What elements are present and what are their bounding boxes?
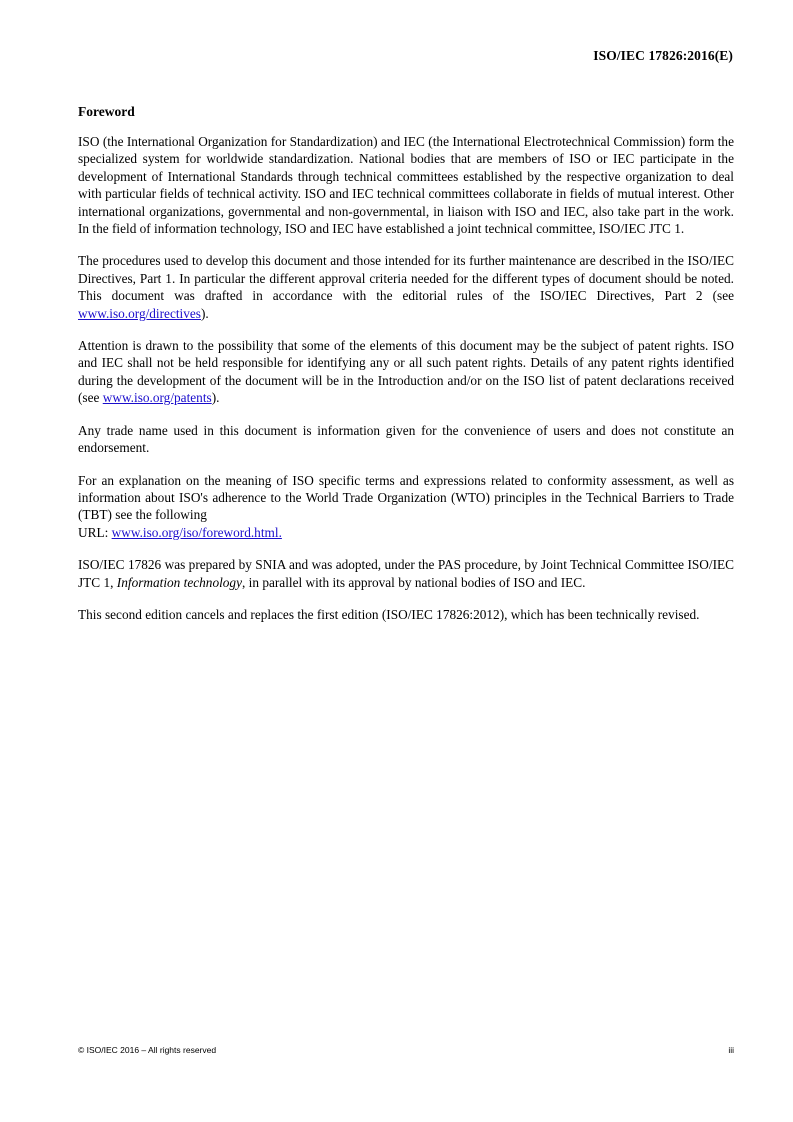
foreword-link[interactable]: www.iso.org/iso/foreword.html. <box>111 524 282 540</box>
section-title: Foreword <box>78 104 135 119</box>
paragraph-prepared-by <box>78 556 734 591</box>
paragraph-prepared-by-text: ISO/IEC 17826 was prepared by SNIA and was adopted, under the PAS procedure, by Joint Technical Committee ISO/IEC JTC 1, <box>78 557 734 590</box>
paragraph-procedures-end: ). <box>200 305 209 321</box>
paragraph-patents <box>78 337 734 407</box>
url-label: URL: <box>78 524 112 540</box>
document-id-header: ISO/IEC 17826:2016(E) <box>593 48 733 63</box>
paragraph-conformity <box>78 472 734 542</box>
title-italic: Information technology <box>116 574 242 590</box>
copyright-notice: © ISO/IEC 2016 – All rights reserved <box>78 1045 217 1055</box>
paragraph-prepared-by-end: , in parallel with its approval by national bodies of ISO and IEC. <box>242 574 586 590</box>
directives-link[interactable]: www.iso.org/directives <box>78 305 201 321</box>
paragraph-procedures <box>78 252 734 322</box>
paragraph-conformity-text: For an explanation on the meaning of ISO specific terms and expressions related to conformity assessment, as well as information about ISO's adherence to the World Trade Organization (WTO) principles in the Technical Barriers to Trade (TBT) see the following <box>78 472 734 523</box>
paragraph-patents-text: Attention is drawn to the possibility that some of the elements of this document may be the subject of patent rights. ISO and IEC shall not be held responsible for identifying any or all such patent rights. Details of any patent rights identified during the development of the document will be in the Introduction and/or on the ISO list of patent declarations received (see <box>78 338 734 406</box>
page-number: iii <box>728 1045 734 1055</box>
patents-link[interactable]: www.iso.org/patents <box>102 390 212 406</box>
paragraph-patents-end: ). <box>211 390 220 406</box>
page-footer <box>78 1045 734 1055</box>
paragraph-edition: This second edition cancels and replaces the first edition (ISO/IEC 17826:2012), which has been technically revised. <box>78 606 700 622</box>
paragraph-iso-iec-intro: ISO (the International Organization for Standardization) and IEC (the International Electrotechnical Commission) form the specialized system for worldwide standardization. National bodies that are members of ISO or IEC participate in the development of International Standards through technical committees established by the respective organization to deal with particular fields of technical activity. ISO and IEC technical committees collaborate in fields of mutual interest. Other international organizations, governmental and non-governmental, in liaison with ISO and IEC, also take part in the work. In the field of information technology, ISO and IEC have established a joint technical committee, ISO/IEC JTC 1. <box>78 134 734 237</box>
paragraph-procedures-text: The procedures used to develop this document and those intended for its further maintenance are described in the ISO/IEC Directives, Part 1. In particular the different approval criteria needed for the different types of document should be noted. This document was drafted in accordance with the editorial rules of the ISO/IEC Directives, Part 2 (see <box>78 253 734 304</box>
foreword-section <box>78 104 734 638</box>
paragraph-trade-name: Any trade name used in this document is information given for the convenience of users and does not constitute an endorsement. <box>78 422 734 456</box>
